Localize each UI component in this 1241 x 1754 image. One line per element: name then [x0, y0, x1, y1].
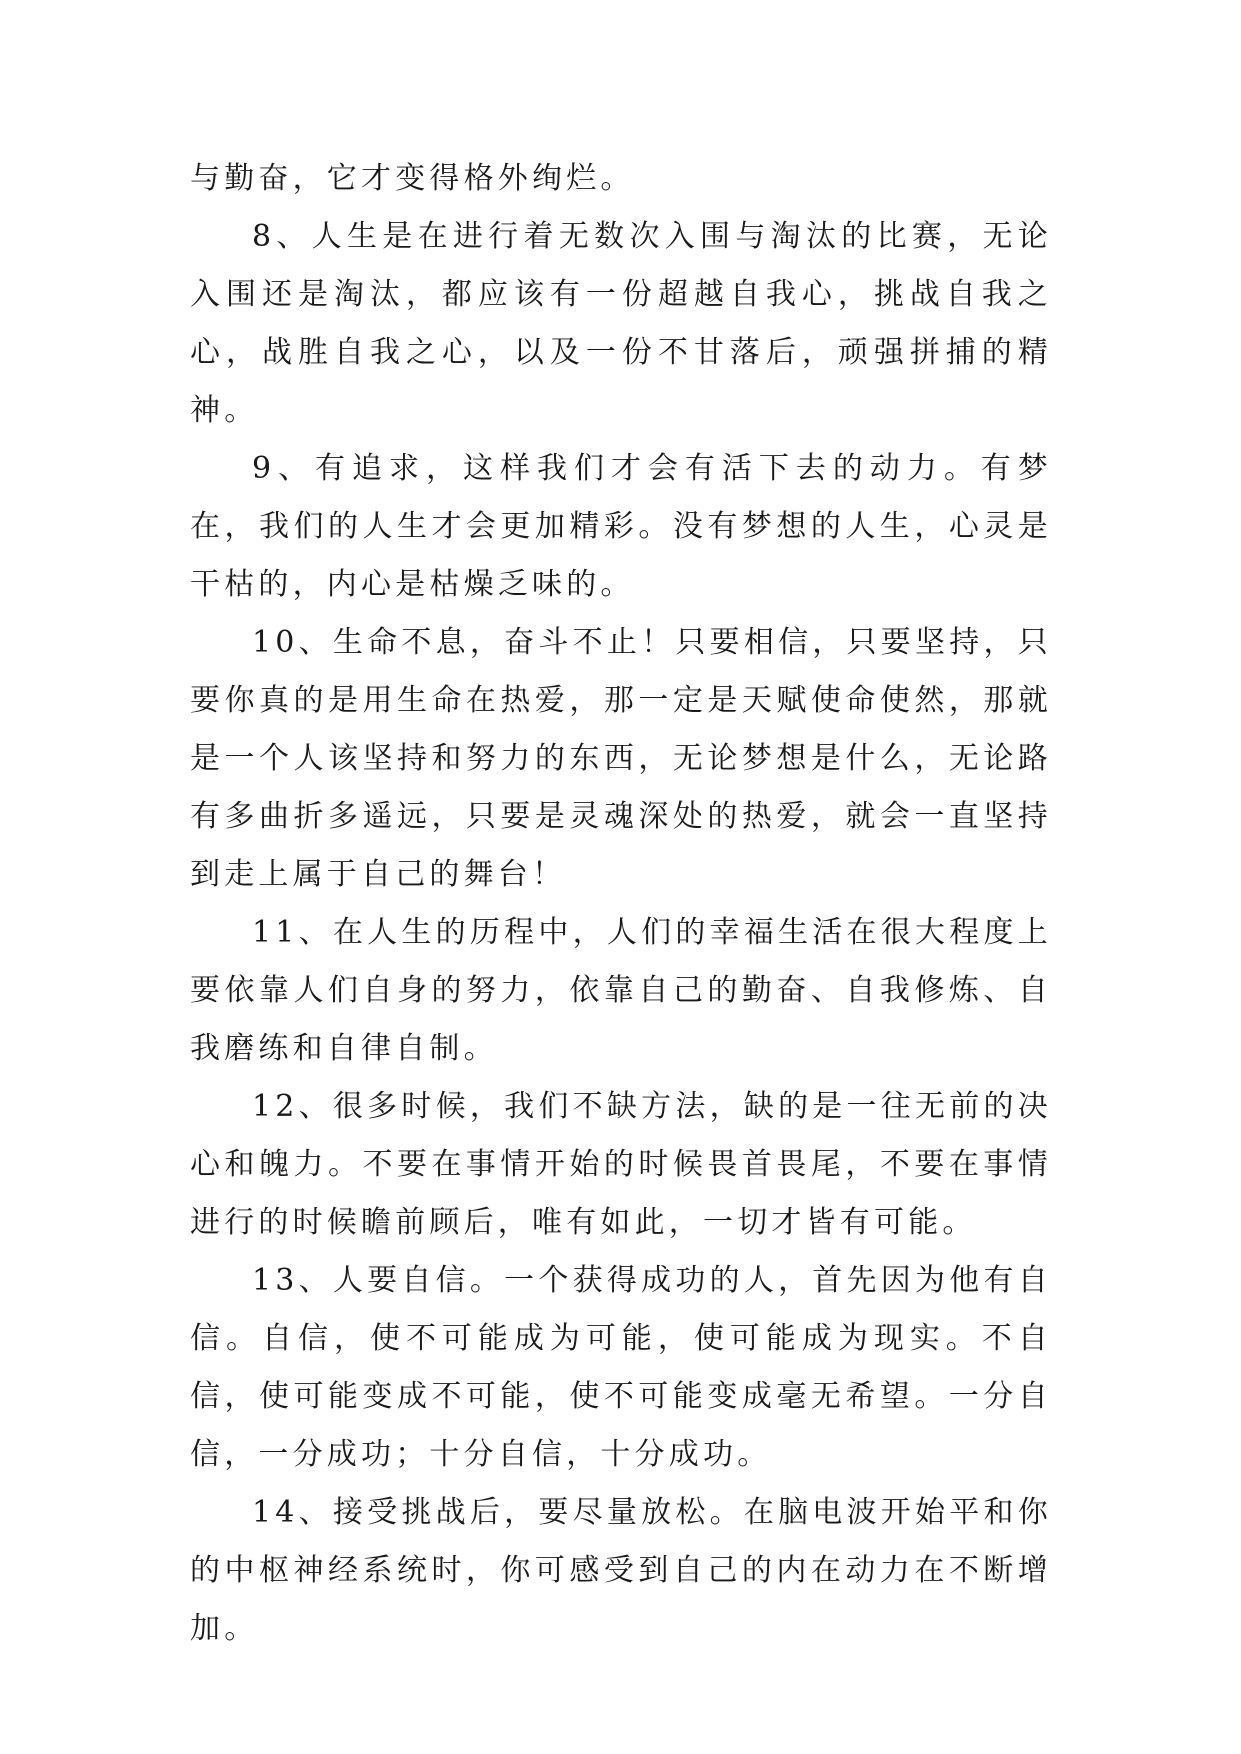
paragraph-continuation: 与勤奋，它才变得格外绚烂。 — [190, 161, 635, 196]
paragraph-11: 11、在人生的历程中，人们的幸福生活在很大程度上要依靠人们自身的努力，依靠自己的勤奋、自我修炼、自我磨练和自律自制。 — [190, 915, 1052, 1066]
paragraph-14: 14、接受挑战后，要尽量放松。在脑电波开始平和你的中枢神经系统时，你可感受到自己的内在动力在不断增加。 — [190, 1495, 1052, 1646]
paragraph-10: 10、生命不息，奋斗不止！只要相信，只要坚持，只要你真的是用生命在热爱，那一定是天赋使命使然，那就是一个人该坚持和努力的东西，无论梦想是什么，无论路有多曲折多遥远，只要是灵魂深处的热爱，就会一直坚持到走上属于自己的舞台！ — [190, 625, 1052, 892]
paragraph-8: 8、人生是在进行着无数次入围与淘汰的比赛，无论入围还是淘汰，都应该有一份超越自我心，挑战自我之心，战胜自我之心，以及一份不甘落后，顽强拼捕的精神。 — [190, 219, 1052, 428]
paragraph-9: 9、有追求，这样我们才会有活下去的动力。有梦在，我们的人生才会更加精彩。没有梦想的人生，心灵是干枯的，内心是枯燥乏味的。 — [190, 451, 1052, 602]
paragraph-12: 12、很多时候，我们不缺方法，缺的是一往无前的决心和魄力。不要在事情开始的时候畏首畏尾，不要在事情进行的时候瞻前顾后，唯有如此，一切才皆有可能。 — [190, 1089, 1052, 1240]
document-body — [190, 150, 1052, 1658]
paragraph-13: 13、人要自信。一个获得成功的人，首先因为他有自信。自信，使不可能成为可能，使可能成为现实。不自信，使可能变成不可能，使不可能变成毫无希望。一分自信，一分成功；十分自信，十分成功。 — [190, 1263, 1052, 1472]
